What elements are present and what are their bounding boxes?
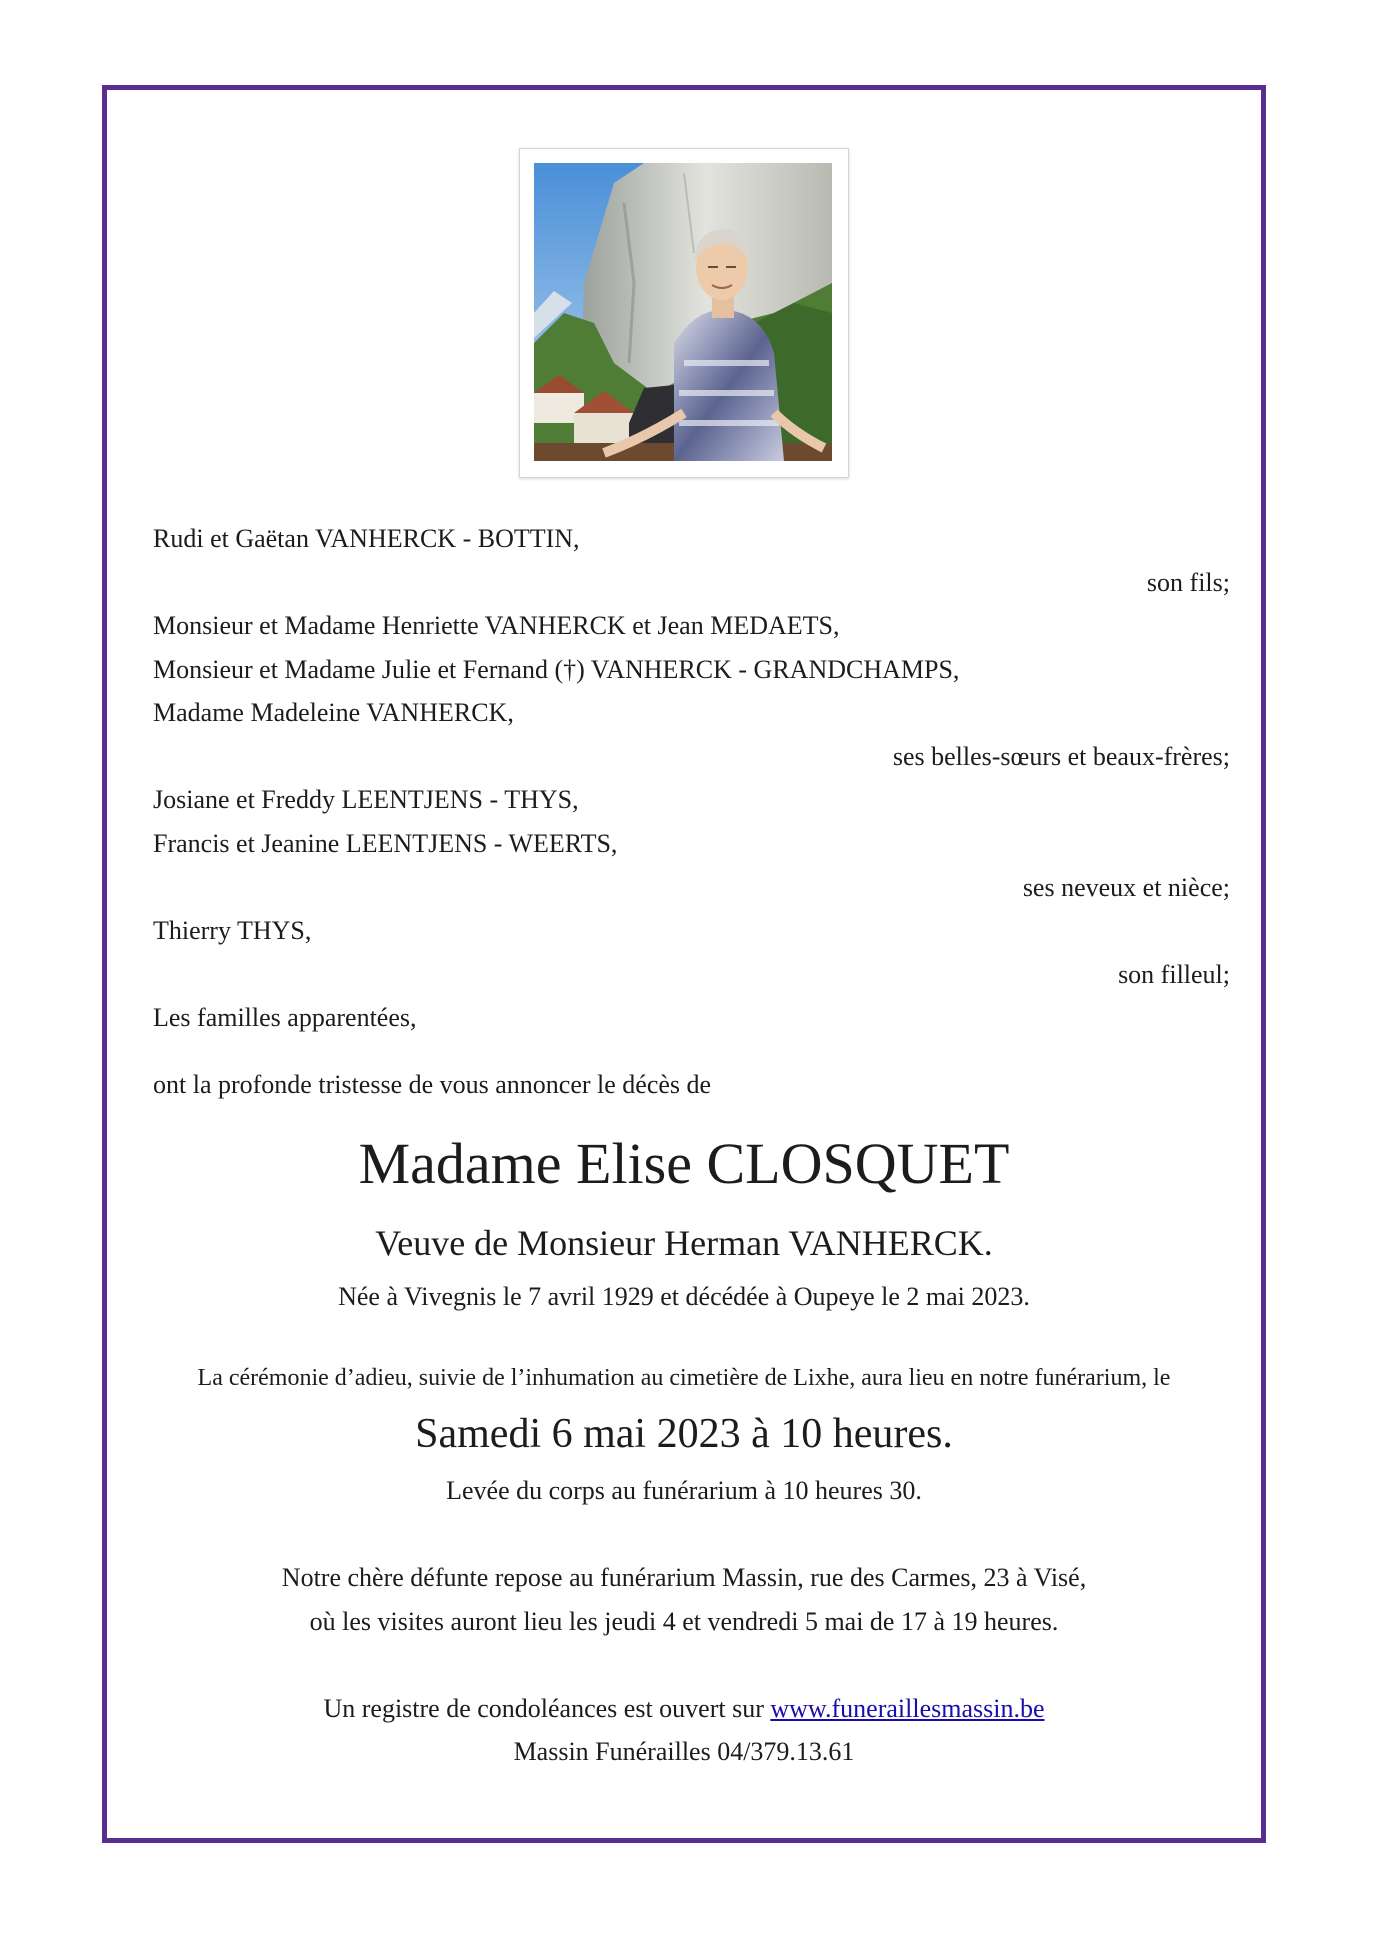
visits-line-1: Notre chère défunte repose au funérarium Massin, rue des Carmes, 23 à Visé, [281, 1563, 1087, 1592]
family-line-1: Rudi et Gaëtan VANHERCK - BOTTIN, [153, 524, 580, 553]
visits-line-2: où les visites auront lieu les jeudi 4 et vendredi 5 mai de 17 à 19 heures. [309, 1607, 1059, 1636]
ceremony-intro: La cérémonie d’adieu, suivie de l’inhumation au cimetière de Lixhe, aura lieu en notre funérarium, le [197, 1365, 1171, 1391]
relation-son: son fils; [1146, 568, 1230, 597]
levee-du-corps: Levée du corps au funérarium à 10 heures 30. [446, 1476, 922, 1505]
widow-of: Veuve de Monsieur Herman VANHERCK. [375, 1223, 993, 1263]
family-line-3: Monsieur et Madame Julie et Fernand (†) VANHERCK - GRANDCHAMPS, [153, 655, 960, 684]
birth-death-dates: Née à Vivegnis le 7 avril 1929 et décédée à Oupeye le 2 mai 2023. [338, 1282, 1030, 1311]
family-line-7: Thierry THYS, [153, 916, 312, 945]
family-line-8: Les familles apparentées, [153, 1003, 417, 1032]
relation-in-laws: ses belles-sœurs et beaux-frères; [892, 742, 1230, 771]
registry-line [110, 1693, 1258, 1725]
portrait-photo [534, 163, 832, 461]
family-line-6: Francis et Jeanine LEENTJENS - WEERTS, [153, 829, 618, 858]
ceremony-datetime: Samedi 6 mai 2023 à 10 heures. [415, 1411, 953, 1457]
relation-godson: son filleul; [1118, 960, 1230, 989]
registry-text: Un registre de condoléances est ouvert sur [323, 1694, 771, 1723]
family-line-2: Monsieur et Madame Henriette VANHERCK et Jean MEDAETS, [153, 611, 840, 640]
contact-line: Massin Funérailles 04/379.13.61 [513, 1737, 855, 1766]
registry-link[interactable]: www.funeraillesmassin.be [770, 1694, 1045, 1723]
announcement-intro: ont la profonde tristesse de vous annoncer le décès de [153, 1070, 712, 1099]
family-line-4: Madame Madeleine VANHERCK, [153, 698, 514, 727]
family-line-5: Josiane et Freddy LEENTJENS - THYS, [153, 785, 579, 814]
relation-nephews: ses neveux et nièce; [1022, 873, 1230, 902]
photo-frame [519, 148, 849, 478]
deceased-name: Madame Elise CLOSQUET [358, 1131, 1010, 1196]
